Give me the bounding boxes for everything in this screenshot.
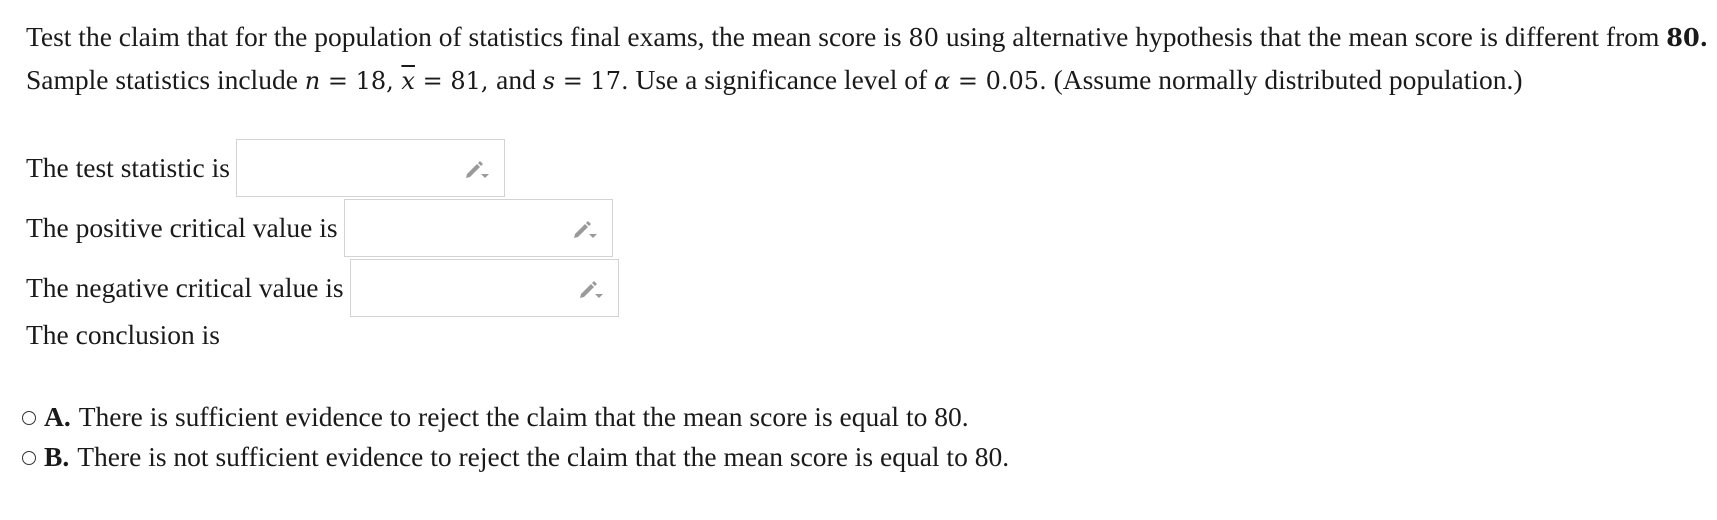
sample-mean-symbol: $\overline{x}$	[401, 67, 415, 95]
pencil-dropdown-icon[interactable]	[578, 279, 604, 301]
problem-text: using alternative hypothesis that the mean score is different from	[938, 21, 1667, 52]
problem-text: and	[496, 64, 543, 95]
problem-statement	[26, 16, 1709, 102]
option-a-letter: A.	[44, 401, 71, 432]
sample-size-symbol: n	[304, 67, 321, 95]
option-a[interactable]	[22, 397, 969, 437]
option-a-text: There is sufficient evidence to reject the claim that the mean score is equal to 80.	[78, 401, 969, 432]
sample-sd-symbol: s	[542, 67, 556, 95]
sample-mean-value: = 81,	[414, 67, 497, 95]
negative-critical-input[interactable]	[350, 259, 619, 317]
test-statistic-input[interactable]	[236, 139, 505, 197]
claimed-mean: 80	[908, 24, 939, 52]
conclusion-label: The conclusion is	[26, 319, 220, 350]
pencil-dropdown-icon[interactable]	[464, 159, 490, 181]
test-statistic-label: The test statistic is	[26, 152, 230, 183]
problem-line-2	[26, 59, 1706, 102]
test-statistic-row	[26, 138, 505, 198]
problem-text: Sample statistics include	[26, 64, 305, 95]
problem-text: Test the claim that for the population of statistics final exams, the mean score is	[26, 21, 902, 52]
problem-line-1	[26, 16, 1709, 59]
positive-critical-label: The positive critical value is	[26, 212, 338, 243]
positive-critical-row	[26, 198, 613, 258]
problem-text: Use a significance level of	[628, 64, 935, 95]
sample-sd-value: = 17.	[555, 67, 629, 95]
radio-button-b[interactable]	[22, 451, 36, 465]
alpha-symbol: α	[934, 67, 951, 95]
negative-critical-row	[26, 258, 619, 318]
problem-text: (Assume normally distributed population.)	[1046, 64, 1523, 95]
alpha-value: = 0.05.	[950, 67, 1047, 95]
option-b-letter: B.	[44, 441, 70, 472]
negative-critical-label: The negative critical value is	[26, 272, 344, 303]
radio-button-a[interactable]	[22, 411, 36, 425]
claimed-mean: 80.	[1666, 23, 1709, 52]
pencil-dropdown-icon[interactable]	[572, 219, 598, 241]
sample-size-value: = 18,	[320, 67, 402, 95]
positive-critical-input[interactable]	[344, 199, 613, 257]
option-b-text: There is not sufficient evidence to reject the claim that the mean score is equal to 80.	[77, 441, 1010, 472]
option-b[interactable]	[22, 437, 1009, 477]
